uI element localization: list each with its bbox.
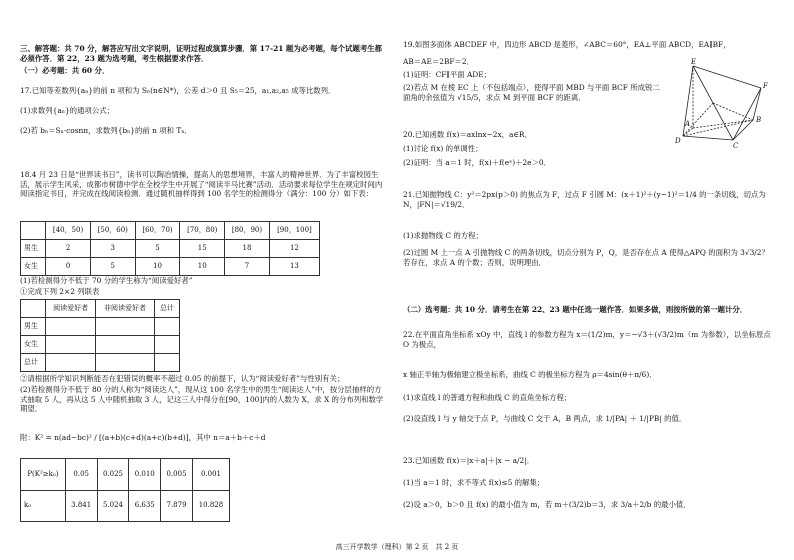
q18-part1a: ①完成下列 2×2 列联表 xyxy=(20,287,100,296)
table-cell: 3 xyxy=(90,240,135,258)
table-cell: [60，70) xyxy=(135,222,180,240)
q19-given: AB＝AE＝2BF＝2． xyxy=(403,57,475,66)
q19-part2: (2)若点 M 在棱 EC 上（不包括端点），使得平面 MBD 与平面 BCF 所成锐二面角的余弦值为 √15/5，求点 M 到平面 BCF 的距离． xyxy=(403,83,660,102)
table-cell xyxy=(96,354,155,372)
table-cell: 阅读爱好者 xyxy=(46,300,96,318)
score-table xyxy=(20,221,320,276)
q23-part1: (1)当 a＝1 时，求不等式 f(x)≤5 的解集； xyxy=(403,478,545,487)
q23-stem: 23.已知函数 f(x)＝|x＋a|＋|x − a/2|． xyxy=(403,456,535,465)
table-cell: 男生 xyxy=(21,318,46,336)
table-cell: 0.05 xyxy=(65,459,97,491)
table-cell: [40，50) xyxy=(46,222,91,240)
label-C: C xyxy=(733,142,739,150)
table-cell: [90，100] xyxy=(269,222,319,240)
table-cell: 10.828 xyxy=(192,491,229,522)
table-cell: 7 xyxy=(225,258,270,276)
table-cell: [70，80) xyxy=(180,222,225,240)
table-cell: 0.005 xyxy=(161,459,193,491)
table-cell: 5 xyxy=(135,240,180,258)
q19-part1: (1)证明：CF∥平面 ADE； xyxy=(403,70,492,79)
table-cell: 15 xyxy=(180,240,225,258)
table-cell: 0.010 xyxy=(129,459,161,491)
table-cell: 0.001 xyxy=(192,459,229,491)
table-cell: 18 xyxy=(225,240,270,258)
q18-part2: (2)若检测得分不低于 80 分的人称为“阅读达人”，现从这 100 名学生中的男生“阅读达人”中，按分层抽样的方式抽取 5 人，再从这 5 人中随机抽取 3 人，记这三人中得分在[90，100]内的人数为 X，求 X 的分布列和数学期望． xyxy=(20,385,384,414)
contingency-table xyxy=(20,299,180,372)
edge-MB xyxy=(713,103,753,120)
table-cell: 5.024 xyxy=(97,491,129,522)
table-cell xyxy=(21,222,46,240)
table-cell: 12 xyxy=(269,240,319,258)
q17-part2: (2)若 bₙ＝Sₙ·cosnπ，求数列{bₙ}的前 n 项和 Tₙ． xyxy=(20,126,192,135)
q17-part1: (1)求数列{aₙ}的通项公式； xyxy=(20,106,114,115)
table-cell xyxy=(46,318,96,336)
table-cell xyxy=(96,318,155,336)
table-cell: 非阅读爱好者 xyxy=(96,300,155,318)
table-cell: 6.635 xyxy=(129,491,161,522)
label-B: B xyxy=(756,116,762,124)
table-cell xyxy=(46,336,96,354)
table-cell: k₀ xyxy=(21,491,66,522)
optional-header: （二）选考题：共 10 分．请考生在第 22、23 题中任选一题作答．如果多做，则按所做的第一题计分． xyxy=(403,305,748,314)
page-footer: 高三开学数学（理科）第 2 页 共 2 页 xyxy=(335,543,459,551)
table-row xyxy=(21,240,320,258)
q17-stem: 17.已知等差数列{aₙ}的前 n 项和为 Sₙ(n∈N*)，公差 d＞0 且 S₅＝25，a₁,a₂,a₅ 成等比数列． xyxy=(20,86,336,95)
table-row xyxy=(21,258,320,276)
table-cell: 13 xyxy=(269,258,319,276)
q21-stem: 21.已知抛物线 C：y²＝2px(p＞0) 的焦点为 F，过点 F 引圆 M：(x＋1)²＋(y−1)²＝1/4 的一条切线，切点为 N，|FN|＝√19/2． xyxy=(403,190,766,209)
table-cell: 7.879 xyxy=(161,491,193,522)
q20-stem: 20.已知函数 f(x)＝axlnx−2x，a∈R． xyxy=(403,130,532,139)
table-cell xyxy=(154,354,179,372)
table-cell: 2 xyxy=(46,240,91,258)
q20-part2: (2)证明：当 a＝1 时，f(x)＋f(eˣ)＋2e＞0． xyxy=(403,158,552,167)
table-row xyxy=(21,300,180,318)
table-cell xyxy=(154,336,179,354)
label-E: E xyxy=(691,58,697,66)
table-cell: P(K²≥k₀) xyxy=(21,459,66,491)
table-row xyxy=(21,318,180,336)
table-cell: 男生 xyxy=(21,240,46,258)
table-row xyxy=(21,336,180,354)
label-A: A xyxy=(685,120,691,128)
table-cell: 10 xyxy=(135,258,180,276)
table-cell xyxy=(46,354,96,372)
table-cell: 女生 xyxy=(21,336,46,354)
table-cell xyxy=(154,318,179,336)
table-cell: 0.025 xyxy=(97,459,129,491)
k2-formula: 附：K² = n(ad−bc)² / [(a+b)(c+d)(a+c)(b+d)]，其中 n＝a＋b＋c＋d xyxy=(20,433,266,442)
q22-part1: (1)求直线 l 的普通方程和曲线 C 的直角坐标方程； xyxy=(403,393,572,402)
q21-part2: (2)过圆 M 上一点 A 引抛物线 C 的两条切线，切点分别为 P，Q，是否存在点 A 使得△APQ 的面积为 3√3/2？若存在，求点 A 的个数；否则，说明理由． xyxy=(403,248,769,267)
table-row xyxy=(21,491,230,522)
label-F: F xyxy=(763,82,768,90)
q23-part2: (2)设 a＞0，b＞0 且 f(x) 的最小值为 m，若 m＋(3/2)b＝3，求 3/a＋2/b 的最小值． xyxy=(403,500,691,509)
score-table-header xyxy=(21,222,320,240)
q22-stem-cont: x 轴正半轴为极轴建立极坐标系，曲线 C 的极坐标方程为 ρ＝4sin(θ＋π/6)． xyxy=(403,370,657,379)
table-cell: 0 xyxy=(46,258,91,276)
table-cell xyxy=(96,336,155,354)
section3-header: 三、解答题：共 70 分，解答应写出文字说明，证明过程或演算步骤．第 17-21 题为必考题，每个试题考生都必须作答．第 22，23 题为选考题，考生根据要求作答． xyxy=(20,44,383,63)
table-cell: 3.841 xyxy=(65,491,97,522)
table-cell: 总计 xyxy=(154,300,179,318)
q21-part1: (1)求抛物线 C 的方程； xyxy=(403,231,483,240)
table-cell: 10 xyxy=(180,258,225,276)
table-cell: 5 xyxy=(90,258,135,276)
table-cell: [50，60) xyxy=(90,222,135,240)
table-row xyxy=(21,354,180,372)
table-cell: 女生 xyxy=(21,258,46,276)
q18-stem: 18.4 月 23 日是“世界读书日”，读书可以陶冶情操，提高人的思想境界，丰富人的精神世界．为了丰富校园生活，展示学生风采，成都市树德中学在全校学生中开展了“阅读半马比赛”活动．活动要求每位学生在规定时间内阅读指定书目，并完成在线阅读检测．通过随机抽样得到 100 名学生的检测得分（满分：100 分）如下表： xyxy=(20,170,383,199)
q18-part1b: ②请根据所学知识判断能否在犯错误的概率不超过 0.05 的前提下，认为“阅读爱好者”与性别有关； xyxy=(20,374,345,383)
table-cell: 总计 xyxy=(21,354,46,372)
critical-value-table xyxy=(20,458,230,522)
q19-stem: 19.如图多面体 ABCDEF 中，四边形 ABCD 是菱形，∠ABC＝60°，EA⊥平面 ABCD，EA∥BF， xyxy=(403,40,731,49)
table-cell xyxy=(21,300,46,318)
q22-part2: (2)设直线 l 与 y 轴交于点 P，与曲线 C 交于 A，B 两点，求 1/|PA| ＋ 1/|PB| 的值． xyxy=(403,414,687,423)
table-cell: [80，90) xyxy=(225,222,270,240)
table-row xyxy=(21,459,230,491)
q22-stem: 22.在平面直角坐标系 xOy 中，直线 l 的参数方程为 x＝(1/2)m，y＝−√3＋(√3/2)m（m 为参数），以坐标原点 O 为极点， xyxy=(403,330,771,349)
label-D: D xyxy=(675,137,681,145)
q20-part1: (1)讨论 f(x) 的单调性； xyxy=(403,144,483,153)
required-header: （一）必考题：共 60 分． xyxy=(20,66,110,75)
q18-definition: (1)若检测得分不低于 70 分的学生称为“阅读爱好者” xyxy=(20,276,193,285)
